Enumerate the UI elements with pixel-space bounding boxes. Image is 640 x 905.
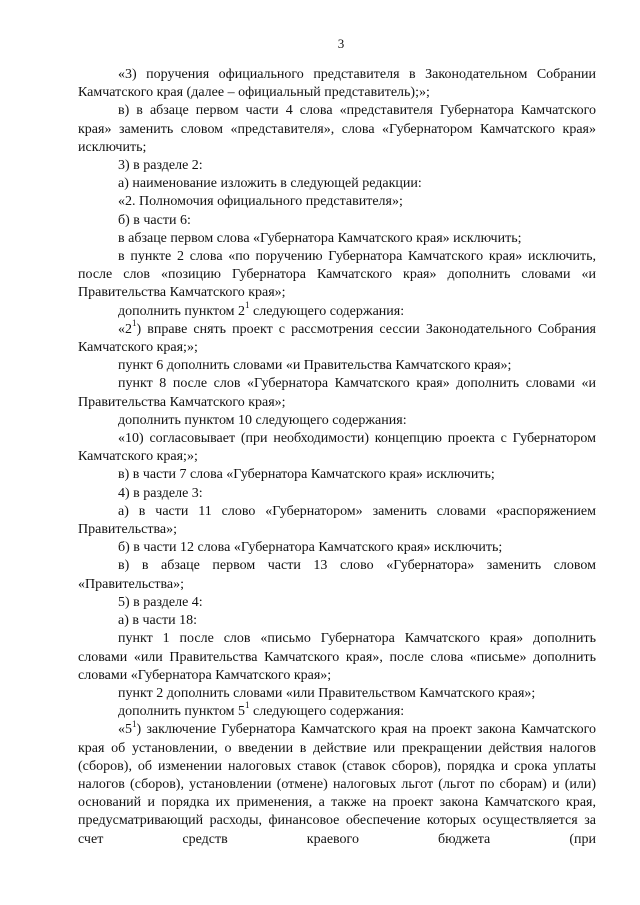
paragraph: «10) согласовывает (при необходимости) концепцию проекта с Губернатором Камчатского края;»; (78, 431, 596, 465)
paragraph: а) в части 11 слово «Губернатором» заменить словами «распоряжением Правительства»; (78, 503, 596, 538)
page-number: 3 (337, 36, 345, 51)
paragraph (78, 318, 596, 357)
paragraph: 4) в разделе 3: (118, 485, 203, 501)
paragraph: 3) в разделе 2: (118, 158, 203, 174)
paragraph (78, 299, 596, 321)
superscript: 1 (132, 318, 137, 329)
superscript: 1 (132, 718, 137, 729)
paragraph: пункт 1 после слов «письмо Губернатора Камчатского края» дополнить словами «или Правительства Камчатского края», после слова «письме» дополнить словами «Губернатора Камчатского края»; (78, 631, 596, 683)
paragraph: «3) поручения официального представителя в Законодательном Собрании Камчатского края (далее – официальный представитель);»; (78, 67, 596, 101)
paragraph: в) в абзаце первом части 13 слово «Губернатора» заменить словом «Правительства»; (78, 558, 596, 592)
paragraph: пункт 2 дополнить словами «или Правительством Камчатского края»; (118, 685, 536, 701)
paragraph-text: «2 (118, 321, 132, 337)
paragraph-text: дополнить пунктом 5 (118, 704, 246, 720)
paragraph: б) в части 6: (118, 212, 191, 228)
paragraph (78, 718, 596, 848)
paragraph: а) наименование изложить в следующей редакции: (118, 176, 422, 192)
paragraph: а) в части 18: (118, 613, 197, 629)
paragraph: 5) в разделе 4: (118, 594, 203, 610)
paragraph-text: ) заключение Губернатора Камчатского края на проект закона Камчатского края об установлении, о введении в действие или прекращении действия налогов (сборов), об изменении налоговых ставок (ставок сборов), порядка и срока уплаты налогов (сборов), установлении (отмене) налоговых льгот (льгот по сборам) и (или) оснований и порядка их применения, а также на проект закона Камчатского края, предусматривающий расходы, финансовое обеспечение которых осуществляется за счет средств краевого бюджета (при (78, 722, 596, 847)
paragraph-text: следующего содержания: (249, 303, 405, 319)
superscript: 1 (245, 299, 250, 310)
paragraph-text: ) вправе снять проект с рассмотрения сессии Законодательного Собрания Камчатского края;»; (78, 321, 596, 356)
paragraph: в) в абзаце первом части 4 слова «представителя Губернатора Камчатского края» заменить словом «представителя», слова «Губернатором Камчатского края» исключить; (78, 103, 596, 155)
paragraph-text: «5 (118, 722, 132, 738)
paragraph: дополнить пунктом 10 следующего содержания: (118, 412, 407, 428)
paragraph: в абзаце первом слова «Губернатора Камчатского края» исключить; (118, 230, 522, 246)
paragraph: пункт 6 дополнить словами «и Правительства Камчатского края»; (118, 358, 512, 374)
paragraph: б) в части 12 слова «Губернатора Камчатского края» исключить; (118, 540, 503, 556)
paragraph: пункт 8 после слов «Губернатора Камчатского края» дополнить словами «и Правительства Камчатского края»; (78, 376, 596, 410)
paragraph-text: дополнить пунктом 2 (118, 303, 246, 319)
superscript: 1 (245, 700, 250, 711)
paragraph (78, 700, 596, 721)
paragraph: в) в части 7 слова «Губернатора Камчатского края» исключить; (118, 467, 495, 483)
paragraph: «2. Полномочия официального представителя»; (118, 194, 403, 210)
document-page (78, 36, 596, 849)
paragraph: в пункте 2 слова «по поручению Губернатора Камчатского края» исключить, после слов «позицию Губернатора Камчатского края» дополнить словами «и Правительства Камчатского края»; (78, 249, 596, 301)
paragraph-text: следующего содержания: (249, 704, 405, 720)
